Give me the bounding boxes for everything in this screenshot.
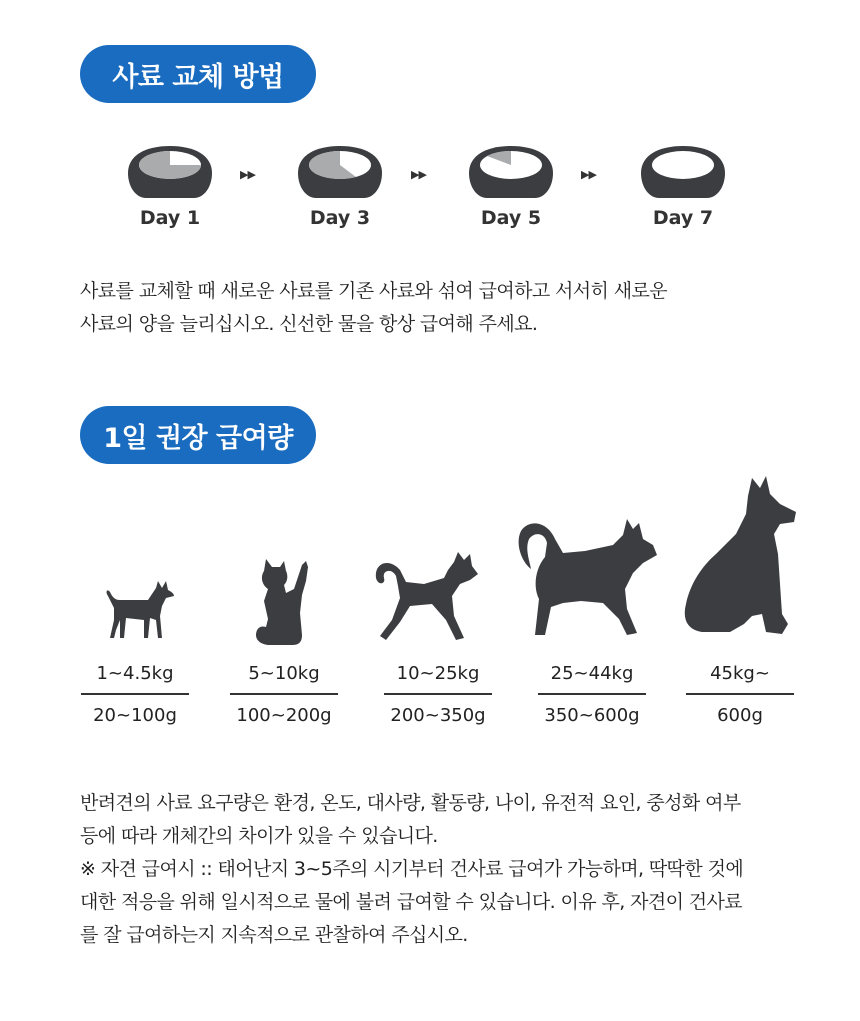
divider — [81, 693, 189, 695]
amount-value: 20~100g — [93, 704, 177, 726]
day-label: Day 5 — [480, 207, 542, 229]
amount-value: 350~600g — [544, 704, 640, 726]
dog-silhouette-icon — [104, 580, 176, 644]
day-label: Day 1 — [139, 207, 201, 229]
day-label: Day 7 — [652, 207, 714, 229]
food-bowl-icon — [637, 143, 729, 201]
text-line: 등에 따라 개체간의 차이가 있을 수 있습니다. — [80, 825, 438, 847]
feeding-column — [686, 660, 794, 733]
amount-value: 600g — [717, 704, 763, 726]
text-line: 반려견의 사료 요구량은 환경, 온도, 대사량, 활동량, 나이, 유전적 요인, 중성화 여부 — [80, 792, 741, 814]
food-bowl-icon — [465, 143, 557, 201]
double-arrow-icon: ▶▶ — [411, 168, 426, 181]
weight-value: 1~4.5kg — [96, 663, 174, 684]
divider — [230, 693, 338, 695]
feeding-column — [230, 660, 338, 733]
divider — [384, 693, 492, 695]
amount-value: 200~350g — [390, 704, 486, 726]
dog-silhouette-icon — [254, 557, 314, 647]
feeding-description — [80, 787, 743, 952]
divider — [538, 693, 646, 695]
weight-value: 10~25kg — [396, 663, 480, 684]
amount-value: 100~200g — [236, 704, 332, 726]
text-line: 사료의 양을 늘리십시오. 신선한 물을 항상 급여해 주세요. — [80, 313, 538, 335]
feeding-column — [81, 660, 189, 733]
text-line: 사료를 교체할 때 새로운 사료를 기존 사료와 섞여 급여하고 서서히 새로운 — [80, 280, 668, 302]
weight-value: 45kg~ — [710, 663, 770, 684]
text-line: ※ 자견 급여시 :: 태어난지 3~5주의 시기부터 건사료 급여가 가능하며, 딱딱한 것에 — [80, 858, 744, 880]
dog-silhouette-icon — [682, 474, 800, 638]
text-line: 대한 적응을 위해 일시적으로 물에 불려 급여할 수 있습니다. 이유 후, 자견이 건사료 — [80, 891, 743, 913]
day-label: Day 3 — [309, 207, 371, 229]
food-change-description — [80, 275, 667, 341]
weight-value: 5~10kg — [248, 663, 320, 684]
section-title-daily-feeding: 1일 권장 급여량 — [80, 406, 316, 464]
double-arrow-icon: ▶▶ — [240, 168, 255, 181]
divider — [686, 693, 794, 695]
feeding-column — [538, 660, 646, 733]
food-bowl-icon — [294, 143, 386, 201]
feeding-column — [384, 660, 492, 733]
text-line: 를 잘 급여하는지 지속적으로 관찰하여 주십시오. — [80, 924, 468, 946]
weight-value: 25~44kg — [550, 663, 634, 684]
food-bowl-icon — [124, 143, 216, 201]
dog-silhouette-icon — [370, 550, 482, 644]
double-arrow-icon: ▶▶ — [581, 168, 596, 181]
section-title-food-change: 사료 교체 방법 — [80, 45, 316, 103]
dog-silhouette-icon — [515, 515, 660, 639]
